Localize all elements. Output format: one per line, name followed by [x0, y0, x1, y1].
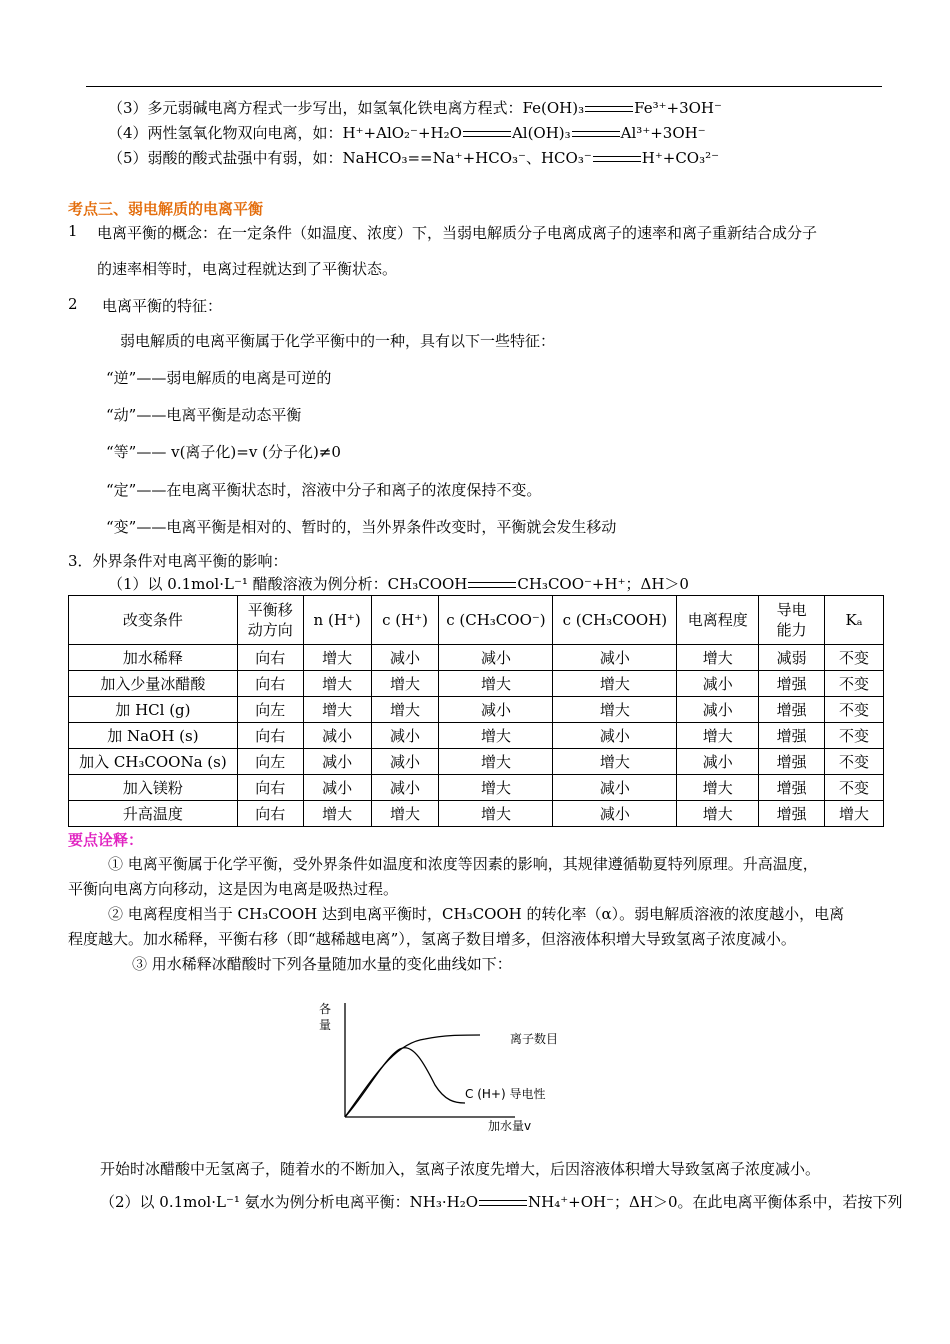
table-cell: 增大: [303, 671, 371, 697]
table-cell: 增大: [677, 801, 759, 827]
p1-line2: 的速率相等时，电离过程就达到了平衡状态。: [97, 260, 398, 278]
header-line: 电离程度: [687, 611, 748, 629]
equilibrium-arrow-icon: [572, 128, 620, 140]
header-rule: [86, 86, 882, 87]
table-cell: 减小: [371, 645, 439, 671]
table-cell: 减弱: [759, 645, 825, 671]
table-cell: 增大: [553, 671, 677, 697]
equilibrium-arrow-icon: [585, 103, 633, 115]
y-axis-label-char2: 量: [319, 1018, 332, 1032]
section-heading: 考点三、弱电解质的电离平衡: [68, 200, 264, 218]
table-cell: 增大: [825, 801, 884, 827]
curve-ion-count: [345, 1035, 480, 1117]
influence-table: [68, 595, 884, 827]
header-line: n (H⁺): [313, 611, 361, 629]
note-3: ③ 用水稀释冰醋酸时下列各量随加水量的变化曲线如下：: [132, 955, 512, 973]
table-cell: 增大: [439, 775, 553, 801]
table-cell: 减小: [677, 697, 759, 723]
table-row: [69, 775, 884, 801]
table-cell: 减小: [677, 749, 759, 775]
table-cell: 向右: [237, 671, 303, 697]
table-cell: 增大: [371, 671, 439, 697]
table-cell: 不变: [825, 775, 884, 801]
p3-title: 3．外界条件对电离平衡的影响：: [68, 552, 288, 570]
table-cell: 减小: [303, 775, 371, 801]
table-cell: 增强: [759, 697, 825, 723]
note-1-line1: ① 电离平衡属于化学平衡，受外界条件如温度和浓度等因素的影响，其规律遵循勒夏特列原理。升高温度，: [108, 855, 818, 873]
table-cell: 增强: [759, 775, 825, 801]
table-header-cell: [371, 596, 439, 645]
table-cell: 增大: [677, 645, 759, 671]
note-2-line2: 程度越大。加水稀释，平衡右移（即“越稀越电离”），氢离子数目增多，但溶液体积增大导致氢离子浓度减小。: [68, 930, 796, 948]
table-cell: 不变: [825, 697, 884, 723]
x-axis-label: 加水量v: [488, 1119, 532, 1133]
table-cell: 增大: [439, 723, 553, 749]
table-cell: 不变: [825, 749, 884, 775]
table-cell: 增大: [677, 723, 759, 749]
table-cell: 减小: [439, 697, 553, 723]
table-header-row: [69, 596, 884, 645]
equilibrium-arrow-icon: [468, 579, 516, 591]
dilution-curve-chart: [305, 995, 595, 1135]
table-cell: 增大: [303, 697, 371, 723]
table-cell: 增强: [759, 801, 825, 827]
line-3: （3）多元弱碱电离方程式一步写出，如氢氧化铁电离方程式：Fe(OH)₃ Fe³⁺+3OH⁻: [108, 99, 722, 117]
table-cell: 增大: [677, 775, 759, 801]
feature-3: “等”—— v(离子化)=v (分子化)≠0: [106, 443, 341, 461]
header-line: 平衡移: [247, 601, 293, 619]
table-cell: 减小: [303, 749, 371, 775]
table-cell: 减小: [677, 671, 759, 697]
table-header-cell: [303, 596, 371, 645]
table-cell: 不变: [825, 723, 884, 749]
p2-intro: 弱电解质的电离平衡属于化学平衡中的一种，具有以下一些特征：: [120, 332, 556, 350]
p2-number: 2: [68, 295, 78, 313]
p1-line1: 电离平衡的概念：在一定条件（如温度、浓度）下，当弱电解质分子电离成离子的速率和离子重新结合成分子: [97, 224, 818, 242]
table-cell: 减小: [371, 749, 439, 775]
table-cell: 向左: [237, 697, 303, 723]
table-cell: 向左: [237, 749, 303, 775]
table-header-cell: [237, 596, 303, 645]
table-header-cell: [69, 596, 238, 645]
table-row: [69, 801, 884, 827]
table-cell: 加入 CH₃COONa (s): [69, 749, 238, 775]
table-cell: 增强: [759, 749, 825, 775]
table-cell: 减小: [371, 775, 439, 801]
header-line: c (CH₃COO⁻): [446, 611, 546, 629]
table-cell: 减小: [439, 645, 553, 671]
feature-4: “定”——在电离平衡状态时，溶液中分子和离子的浓度保持不变。: [106, 481, 542, 499]
p1-number: 1: [68, 222, 78, 240]
table-cell: 向右: [237, 723, 303, 749]
equilibrium-arrow-icon: [479, 1197, 527, 1209]
table-row: [69, 697, 884, 723]
closing-1: 开始时冰醋酸中无氢离子，随着水的不断加入，氢离子浓度先增大，后因溶液体积增大导致氢离子浓度减小。: [100, 1160, 821, 1178]
table-header-cell: [825, 596, 884, 645]
table-cell: 减小: [553, 775, 677, 801]
notes-title: 要点诠释：: [68, 831, 144, 849]
header-line: Kₐ: [845, 611, 863, 629]
closing-2: （2）以 0.1mol·L⁻¹ 氨水为例分析电离平衡：NH₃·H₂O NH₄⁺+OH⁻；ΔH＞0。在此电离平衡体系中，若按下列: [100, 1193, 903, 1211]
equilibrium-arrow-icon: [593, 153, 641, 165]
header-line: 改变条件: [122, 611, 183, 629]
header-line: c (CH₃COOH): [562, 611, 668, 629]
table-row: [69, 749, 884, 775]
table-cell: 加 NaOH (s): [69, 723, 238, 749]
table-cell: 减小: [371, 723, 439, 749]
table-cell: 升高温度: [69, 801, 238, 827]
table-cell: 增大: [553, 697, 677, 723]
curve2-label: C (H+) 导电性: [465, 1087, 546, 1101]
y-axis-label-char1: 各: [319, 1002, 332, 1016]
table-cell: 加水稀释: [69, 645, 238, 671]
table-cell: 增大: [303, 645, 371, 671]
table-cell: 增大: [303, 801, 371, 827]
table-cell: 减小: [553, 723, 677, 749]
note-1-line2: 平衡向电离方向移动，这是因为电离是吸热过程。: [68, 880, 399, 898]
table-header-cell: [759, 596, 825, 645]
p2-title: 电离平衡的特征：: [102, 297, 223, 315]
table-cell: 向右: [237, 775, 303, 801]
table-cell: 增大: [439, 671, 553, 697]
table-cell: 减小: [553, 645, 677, 671]
table-header-cell: [439, 596, 553, 645]
note-2-line1: ② 电离程度相当于 CH₃COOH 达到电离平衡时，CH₃COOH 的转化率（α）。弱电解质溶液的浓度越小，电离: [108, 905, 845, 923]
line-4: （4）两性氢氧化物双向电离，如：H⁺+AlO₂⁻+H₂O Al(OH)₃ Al³⁺+3OH⁻: [108, 124, 706, 142]
table-header-cell: [553, 596, 677, 645]
table-cell: 减小: [553, 801, 677, 827]
curve1-label: 离子数目: [510, 1032, 559, 1046]
table-row: [69, 671, 884, 697]
header-line: c (H⁺): [382, 611, 428, 629]
table-cell: 加 HCl (g): [69, 697, 238, 723]
table-cell: 增大: [439, 749, 553, 775]
table-row: [69, 645, 884, 671]
table-cell: 向右: [237, 645, 303, 671]
feature-5: “变”——电离平衡是相对的、暂时的，当外界条件改变时，平衡就会发生移动: [106, 518, 617, 536]
table-cell: 增大: [371, 697, 439, 723]
table-cell: 向右: [237, 801, 303, 827]
table-cell: 不变: [825, 645, 884, 671]
header-line: 导电: [776, 601, 807, 619]
table-cell: 加入镁粉: [69, 775, 238, 801]
header-line: 动方向: [247, 621, 293, 639]
table-cell: 增强: [759, 671, 825, 697]
feature-1: “逆”——弱电解质的电离是可逆的: [106, 369, 332, 387]
curve-conductivity: [345, 1048, 465, 1117]
table-cell: 加入少量冰醋酸: [69, 671, 238, 697]
table-row: [69, 723, 884, 749]
table-cell: 减小: [303, 723, 371, 749]
table-cell: 增大: [439, 801, 553, 827]
equilibrium-arrow-icon: [463, 128, 511, 140]
table-cell: 增大: [553, 749, 677, 775]
table-cell: 增强: [759, 723, 825, 749]
table-cell: 增大: [371, 801, 439, 827]
feature-2: “动”——电离平衡是动态平衡: [106, 406, 302, 424]
header-line: 能力: [776, 621, 807, 639]
table-cell: 不变: [825, 671, 884, 697]
line-5: （5）弱酸的酸式盐强中有弱，如：NaHCO₃==Na⁺+HCO₃⁻、HCO₃⁻ H⁺+CO₃²⁻: [108, 149, 720, 167]
p3-subtitle: （1）以 0.1mol·L⁻¹ 醋酸溶液为例分析：CH₃COOH CH₃COO⁻+H⁺；ΔH＞0: [108, 575, 689, 593]
table-header-cell: [677, 596, 759, 645]
